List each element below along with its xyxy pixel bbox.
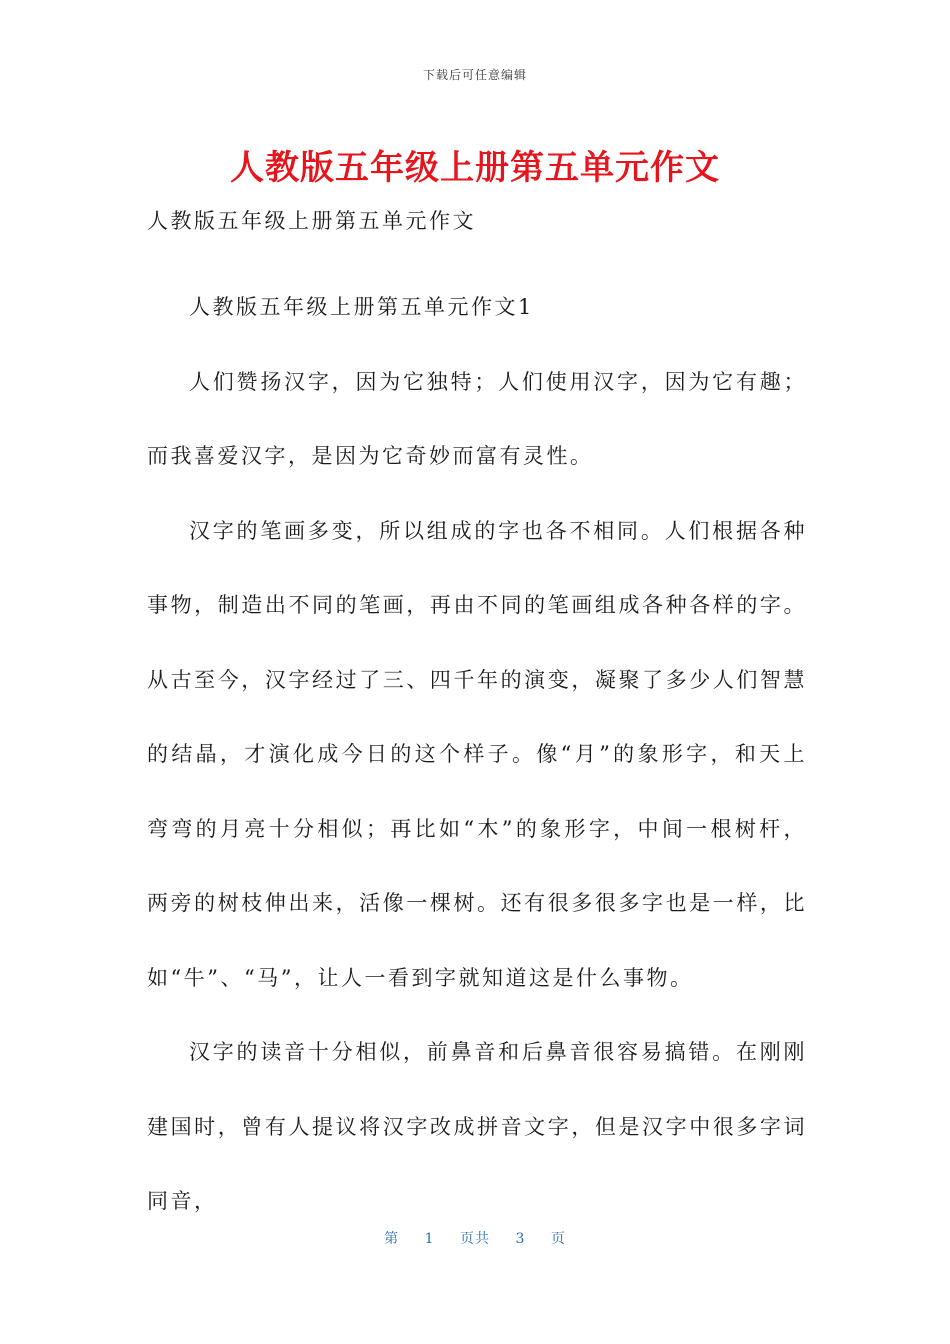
footer-current-page: 1 — [424, 1231, 435, 1247]
document-body — [147, 196, 807, 1239]
footer-total-pages: 3 — [515, 1231, 526, 1247]
document-subtitle: 人教版五年级上册第五单元作文 — [147, 209, 476, 233]
paragraph-3: 汉字的读音十分相似，前鼻音和后鼻音很容易搞错。在刚刚建国时，曾有人提议将汉字改成拼音文字，但是汉字中很多字词同音， — [147, 1040, 807, 1213]
footer-suffix: 页 — [550, 1231, 566, 1247]
paragraph-1: 人们赞扬汉字，因为它独特；人们使用汉字，因为它有趣；而我喜爱汉字，是因为它奇妙而富有灵性。 — [147, 369, 807, 468]
page-header-note: 下载后可任意编辑 — [422, 68, 527, 82]
footer-middle: 页共 — [460, 1231, 490, 1247]
paragraph-2: 汉字的笔画多变，所以组成的字也各不相同。人们根据各种事物，制造出不同的笔画，再由不同的笔画组成各种各样的字。从古至今，汉字经过了三、四千年的演变，凝聚了多少人们智慧的结晶，才演化成今日的这个样子。像“月”的象形字，和天上弯弯的月亮十分相似；再比如“木”的象形字，中间一根树杆，两旁的树枝伸出来，活像一棵树。还有很多很多字也是一样，比如“牛”、“马”，让人一看到字就知道这是什么事物。 — [147, 518, 807, 990]
essay-heading: 人教版五年级上册第五单元作文1 — [189, 295, 534, 319]
document-title: 人教版五年级上册第五单元作文 — [230, 148, 720, 188]
page-footer — [0, 1228, 950, 1248]
footer-prefix: 第 — [384, 1231, 400, 1247]
